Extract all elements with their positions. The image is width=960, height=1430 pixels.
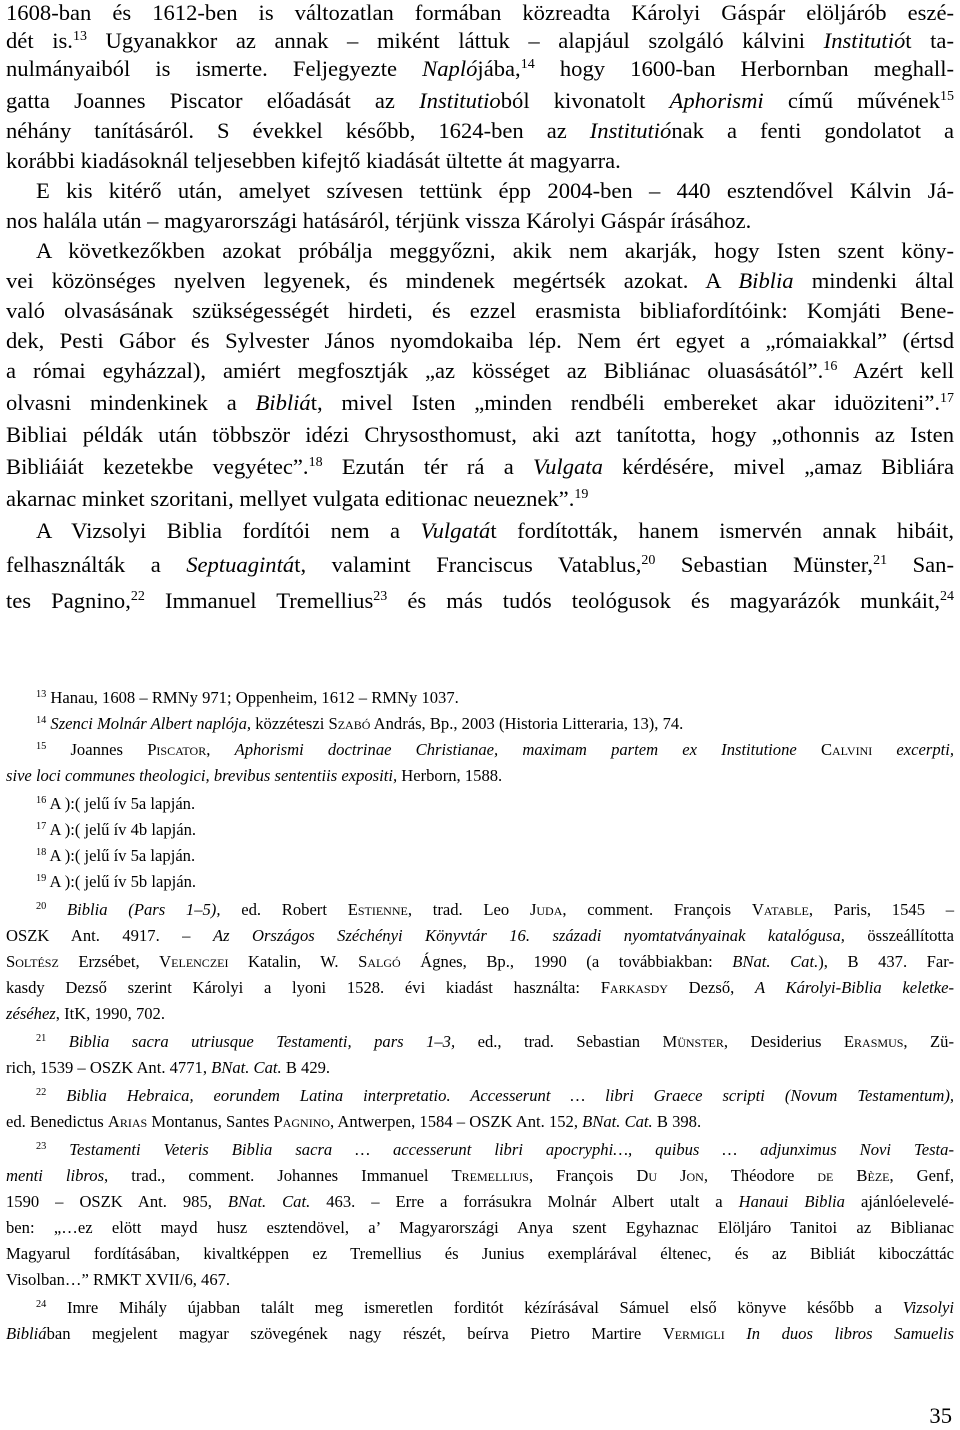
page-number: 35 [929,1403,952,1428]
text-line: A Vizsolyi Biblia fordítói nem a Vulgatát fordították, hanem ismervén annak hibáit, [36,518,954,543]
footnote-18: $^{18}$ A ):( jelű ív 5a lapján. [36,846,196,865]
footnote-16: $^{16}$ A ):( jelű ív 5a lapján. [36,794,196,813]
footnote-20-cont: Soltész Erzsébet, Velenczei Katalin, W. Salgó Ágnes, Bp., 1990 (a továbbiakban: BNat. Cat.), B 437. Far- [6,952,954,971]
text-line: Bibliai példák után többször idézi Chrysosthomust, aki azt tanította, hogy „othonnis az Isten [6,422,954,447]
footnote-13: $^{13}$ Hanau, 1608 – RMNy 971; Oppenheim, 1612 – RMNy 1037. [36,688,459,707]
footnote-24-cont: Bibliában megjelent magyar szövegének nagy részét, beírva Pietro Martire Vermigli In duos libros Samuelis [6,1324,954,1343]
text-line: vei közönséges nyelven legyenek, és mindenek megértsék azokat. A Biblia mindenki által [6,268,954,293]
text-line: olvasni mindenkinek a Bibliát, mivel Isten „minden rendbéli embereket akar iduöziteni”.$^{17}$ [6,390,954,415]
text-line: néhány tanításáról. S évekkel később, 1624-ben az Institutiónak a fenti gondolatot a [6,118,954,143]
footnote-ref[interactable]: 16 [823,359,838,375]
footnote-ref[interactable]: 15 [940,89,954,105]
text-line: tes Pagnino,$^{22}$ Immanuel Tremellius$^{23}$ és más tudós teológusok és magyarázók munkáit,$^{24}$ [6,588,954,613]
footnote-22-cont: ed. Benedictus Arias Montanus, Santes Pagnino, Antwerpen, 1584 – OSZK Ant. 152, BNat. Cat. B 398. [6,1112,702,1131]
footnote-19: $^{19}$ A ):( jelű ív 5b lapján. [36,872,197,891]
footnote-15: $^{15}$ Joannes Piscator, Aphorismi doctrinae Christianae, maximam partem ex Institutione Calvini excerpti, [36,740,954,759]
text-line: való olvasásának szükségességét hirdeti, és ezzel erasmista bibliafordítóink: Komjáti Bene- [6,298,954,323]
text-line: gatta Joannes Piscator előadását az Institutioból kivonatolt Aphorismi című művének$^{15}$ [6,88,954,113]
footnote-15-cont: sive loci communes theologici, brevibus sententiis expositi, Herborn, 1588. [6,766,503,785]
text-line: korábbi kiadásoknál teljesebben kifejtő kiadását ültette át magyarra. [6,148,621,173]
text-line: akarnac minket szoritani, mellyet vulgata editionac neueznek”.$^{19}$ [6,486,589,511]
footnote-21: $^{21}$ Biblia sacra utriusque Testamenti, pars 1–3, ed., trad. Sebastian Münster, Desiderius Erasmus, Zü- [36,1032,954,1051]
footnote-ref[interactable]: 18 [308,455,323,471]
text-line: E kis kitérő után, amelyet szívesen tettünk épp 2004-ben – 440 esztendővel Kálvin Já- [36,178,954,203]
footnote-23-cont: menti libros, trad., comment. Johannes Immanuel Tremellius, François Du Jon, Théodore de Bèze, Genf, [6,1166,954,1185]
footnote-23-cont: 1590 – OSZK Ant. 985, BNat. Cat. 463. – Erre a forrásukra Molnár Albert utalt a Hanaui Biblia ajánlóelevelé- [6,1192,954,1211]
footnote-23: $^{23}$ Testamenti Veteris Biblia sacra … accesserunt libri apocryphi…, quibus … adjunximus Novi Testa- [36,1140,954,1159]
footnote-24: $^{24}$ Imre Mihály újabban talált meg ismeretlen forditót kézírásával Sámuel első könyve később a Vizsolyi [36,1298,954,1317]
footnote-ref[interactable]: 22 [130,589,145,605]
text-line: 1608-ban és 1612-ben is változatlan formában közreadta Károlyi Gáspár elöljárób eszé- [6,0,954,25]
footnote-23-cont: Visolban…” RMKT XVII/6, 467. [6,1270,231,1289]
text-line: A következőkben azokat próbálja meggyőzni, akik nem akarják, hogy Isten szent köny- [36,238,954,263]
footnote-20-cont: kasdy Dezső szerint Károlyi a lyoni 1528. évi kiadást használta: Farkasdy Dezső, A Károlyi-Biblia keletke- [6,978,954,997]
footnote-ref[interactable]: 14 [520,57,535,73]
footnote-23-cont: ben: „…ez elött mayd husz esztendövel, a’ Magyarországi Anya szent Egyhaznac Elöljáro Tanitoi az Biblianac [6,1218,954,1237]
footnote-ref[interactable]: 17 [940,391,954,407]
text-line: felhasználták a Septuagintát, valamint Franciscus Vatablus,$^{20}$ Sebastian Münster,$^{21}$ San- [6,552,954,577]
text-line: Bibliáiát kezetekbe vegyétec”.$^{18}$ Ezután tér rá a Vulgata kérdésére, mivel „amaz Bibliára [6,454,954,479]
footnote-23-cont: Magyarul fordításában, kivaltképpen ez Tremellius és Junius exemplárával éltenec, és az Bibliát kiboczáttác [6,1244,954,1263]
text-line: dét is.$^{13}$ Ugyanakkor az annak – miként láttuk – alapjául szolgáló kálvini Institutiót ta- [6,28,954,53]
text-line: dek, Pesti Gábor és Sylvester János nyomdokaiba lép. Nem ért egyet a „rómaiakkal” (értsd [6,328,954,353]
footnote-ref[interactable]: 23 [373,589,388,605]
footnote-17: $^{17}$ A ):( jelű ív 4b lapján. [36,820,197,839]
text-line: a római egyházzal), amiért megfosztják „az kösséget az Bibliánac oluasásától”.$^{16}$ Azért kell [6,358,954,383]
footnote-20: $^{20}$ Biblia (Pars 1–5), ed. Robert Estienne, trad. Leo Juda, comment. François Vatable, Paris, 1545 – [36,900,955,919]
footnote-ref[interactable]: 24 [939,589,954,605]
footnote-ref[interactable]: 13 [72,29,87,45]
footnote-20-cont: zéséhez, ItK, 1990, 702. [6,1004,166,1023]
footnote-21-cont: rich, 1539 – OSZK Ant. 4771, BNat. Cat. B 429. [6,1058,331,1077]
footnote-14: $^{14}$ Szenci Molnár Albert naplója, közzéteszi Szabó András, Bp., 2003 (Historia Litteraria, 13), 74. [36,714,684,733]
footnote-ref[interactable]: 20 [641,553,656,569]
footnote-20-cont: OSZK Ant. 4917. – Az Országos Széchényi Könyvtár 16. századi nyomtatványainak katalógusa, összeállította [6,926,954,945]
text-line: nulmányaiból is ismerte. Feljegyezte Naplójába,$^{14}$ hogy 1600-ban Herbornban meghall- [6,56,954,81]
footnote-ref[interactable]: 21 [873,553,888,569]
footnote-ref[interactable]: 19 [574,487,589,503]
text-line: nos halála után – magyarországi hatásáról, térjünk vissza Károlyi Gáspár írásához. [6,208,752,233]
footnote-22: $^{22}$ Biblia Hebraica, eorundem Latina interpretatio. Accesserunt … libri Graece scripti (Novum Testamentum), [36,1086,954,1105]
